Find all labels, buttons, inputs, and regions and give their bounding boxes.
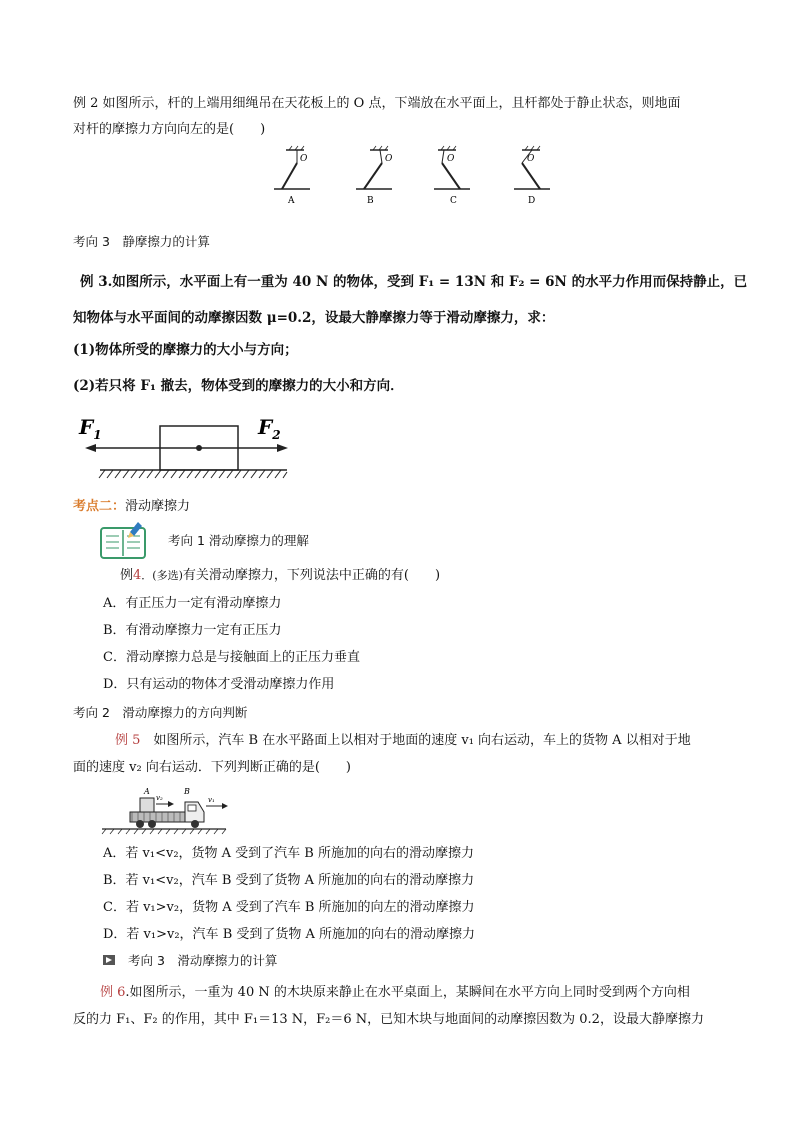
ex5-line2: 面的速度 v₂ 向右运动．下列判断正确的是( ) [73, 760, 351, 775]
svg-text:O: O [447, 154, 455, 164]
ex5-option-c: C．若 v₁>v₂，货物 A 受到了汽车 B 所施加的向左的滑动摩擦力 [103, 900, 475, 915]
ex4-option-d: D．只有运动的物体才受滑动摩擦力作用 [103, 677, 335, 692]
svg-text:B: B [184, 787, 190, 796]
svg-text:O: O [385, 154, 393, 164]
truck-figure [100, 784, 230, 836]
f1-arrowhead [85, 444, 96, 452]
ex3-q2: (2)若只将 F₁ 撤去，物体受到的摩擦力的大小和方向． [73, 378, 404, 394]
ex4-option-b: B．有滑动摩擦力一定有正压力 [103, 623, 282, 638]
svg-text:v₁: v₁ [208, 796, 215, 804]
rod-figures [270, 145, 560, 207]
ex4-option-c: C．滑动摩擦力总是与接触面上的正压力垂直 [103, 650, 360, 665]
ex3-q1: (1)物体所受的摩擦力的大小与方向； [73, 342, 298, 358]
ex5-line1: 例 5 如图所示，汽车 B 在水平路面上以相对于地面的速度 v₁ 向右运动，车上的货物 A 以相对于地 [115, 733, 691, 748]
f2-label: $F_2$ [258, 415, 281, 442]
svg-text:A: A [144, 787, 150, 796]
k3-sliding-title: 考向 3 滑动摩擦力的计算 [128, 953, 278, 968]
ex4-option-a: A．有正压力一定有滑动摩擦力 [103, 596, 282, 611]
ex2-line1: 例 2 如图所示，杆的上端用细绳吊在天花板上的 O 点，下端放在水平面上，且杆都处于静止状态，则地面 [73, 96, 681, 111]
fig-label-a: A [288, 196, 295, 206]
rod-figure-b [356, 146, 393, 206]
f2-arrowhead [277, 444, 288, 452]
ex3-line2: 知物体与水平面间的动摩擦因数 μ=0.2，设最大静摩擦力等于滑动摩擦力，求： [73, 310, 555, 326]
ex6-line2: 反的力 F₁、F₂ 的作用，其中 F₁＝13 N，F₂＝6 N，已知木块与地面间的动摩擦因数为 0.2，设最大静摩擦力 [73, 1012, 704, 1027]
ex5-option-d: D．若 v₁>v₂，汽车 B 受到了货物 A 所施加的向右的滑动摩擦力 [103, 927, 476, 942]
play-icon [103, 955, 115, 965]
ex4-stem: 例4．(多选)有关滑动摩擦力，下列说法中正确的有( ) [120, 568, 441, 583]
k1-title: 考向 1 滑动摩擦力的理解 [168, 533, 309, 548]
k2-title: 考向 2 滑动摩擦力的方向判断 [73, 705, 248, 720]
rod-figure-c [434, 146, 470, 206]
rod-figure-a [274, 146, 310, 206]
f1-label: $F_1$ [79, 415, 102, 442]
force-diagram [75, 412, 295, 484]
center-dot [196, 445, 202, 451]
kaodian2-title: 滑动摩擦力 [125, 499, 191, 514]
ex6-line1: 例 6.如图所示，一重为 40 N 的木块原来静止在水平桌面上，某瞬间在水平方向上同时受到两个方向相 [100, 985, 690, 1000]
svg-text:v₂: v₂ [156, 794, 163, 802]
ex5-option-a: A．若 v₁<v₂，货物 A 受到了汽车 B 所施加的向右的滑动摩擦力 [103, 846, 474, 861]
fig-label-b: B [367, 196, 374, 206]
ex5-option-b: B．若 v₁<v₂，汽车 B 受到了货物 A 所施加的向右的滑动摩擦力 [103, 873, 475, 888]
fig-label-d: D [528, 196, 536, 206]
svg-text:O: O [300, 154, 308, 164]
ex3-line1: 例 3.如图所示，水平面上有一重为 40 N 的物体，受到 F₁ = 13N 和 F₂ = 6N 的水平力作用而保持静止，已 [80, 274, 748, 290]
ex2-line2: 对杆的摩擦力方向向左的是( ) [73, 122, 266, 137]
cargo-a [140, 798, 154, 812]
notebook-icon [100, 520, 150, 560]
rod-figure-d [514, 146, 550, 206]
fig-label-c: C [450, 196, 457, 206]
k3-static-title: 考向 3 静摩擦力的计算 [73, 234, 210, 249]
kaodian2-label: 考点二： [73, 499, 126, 514]
kaodian2-heading [73, 497, 190, 517]
ground-hatch [99, 470, 287, 478]
svg-text:O: O [527, 154, 535, 164]
